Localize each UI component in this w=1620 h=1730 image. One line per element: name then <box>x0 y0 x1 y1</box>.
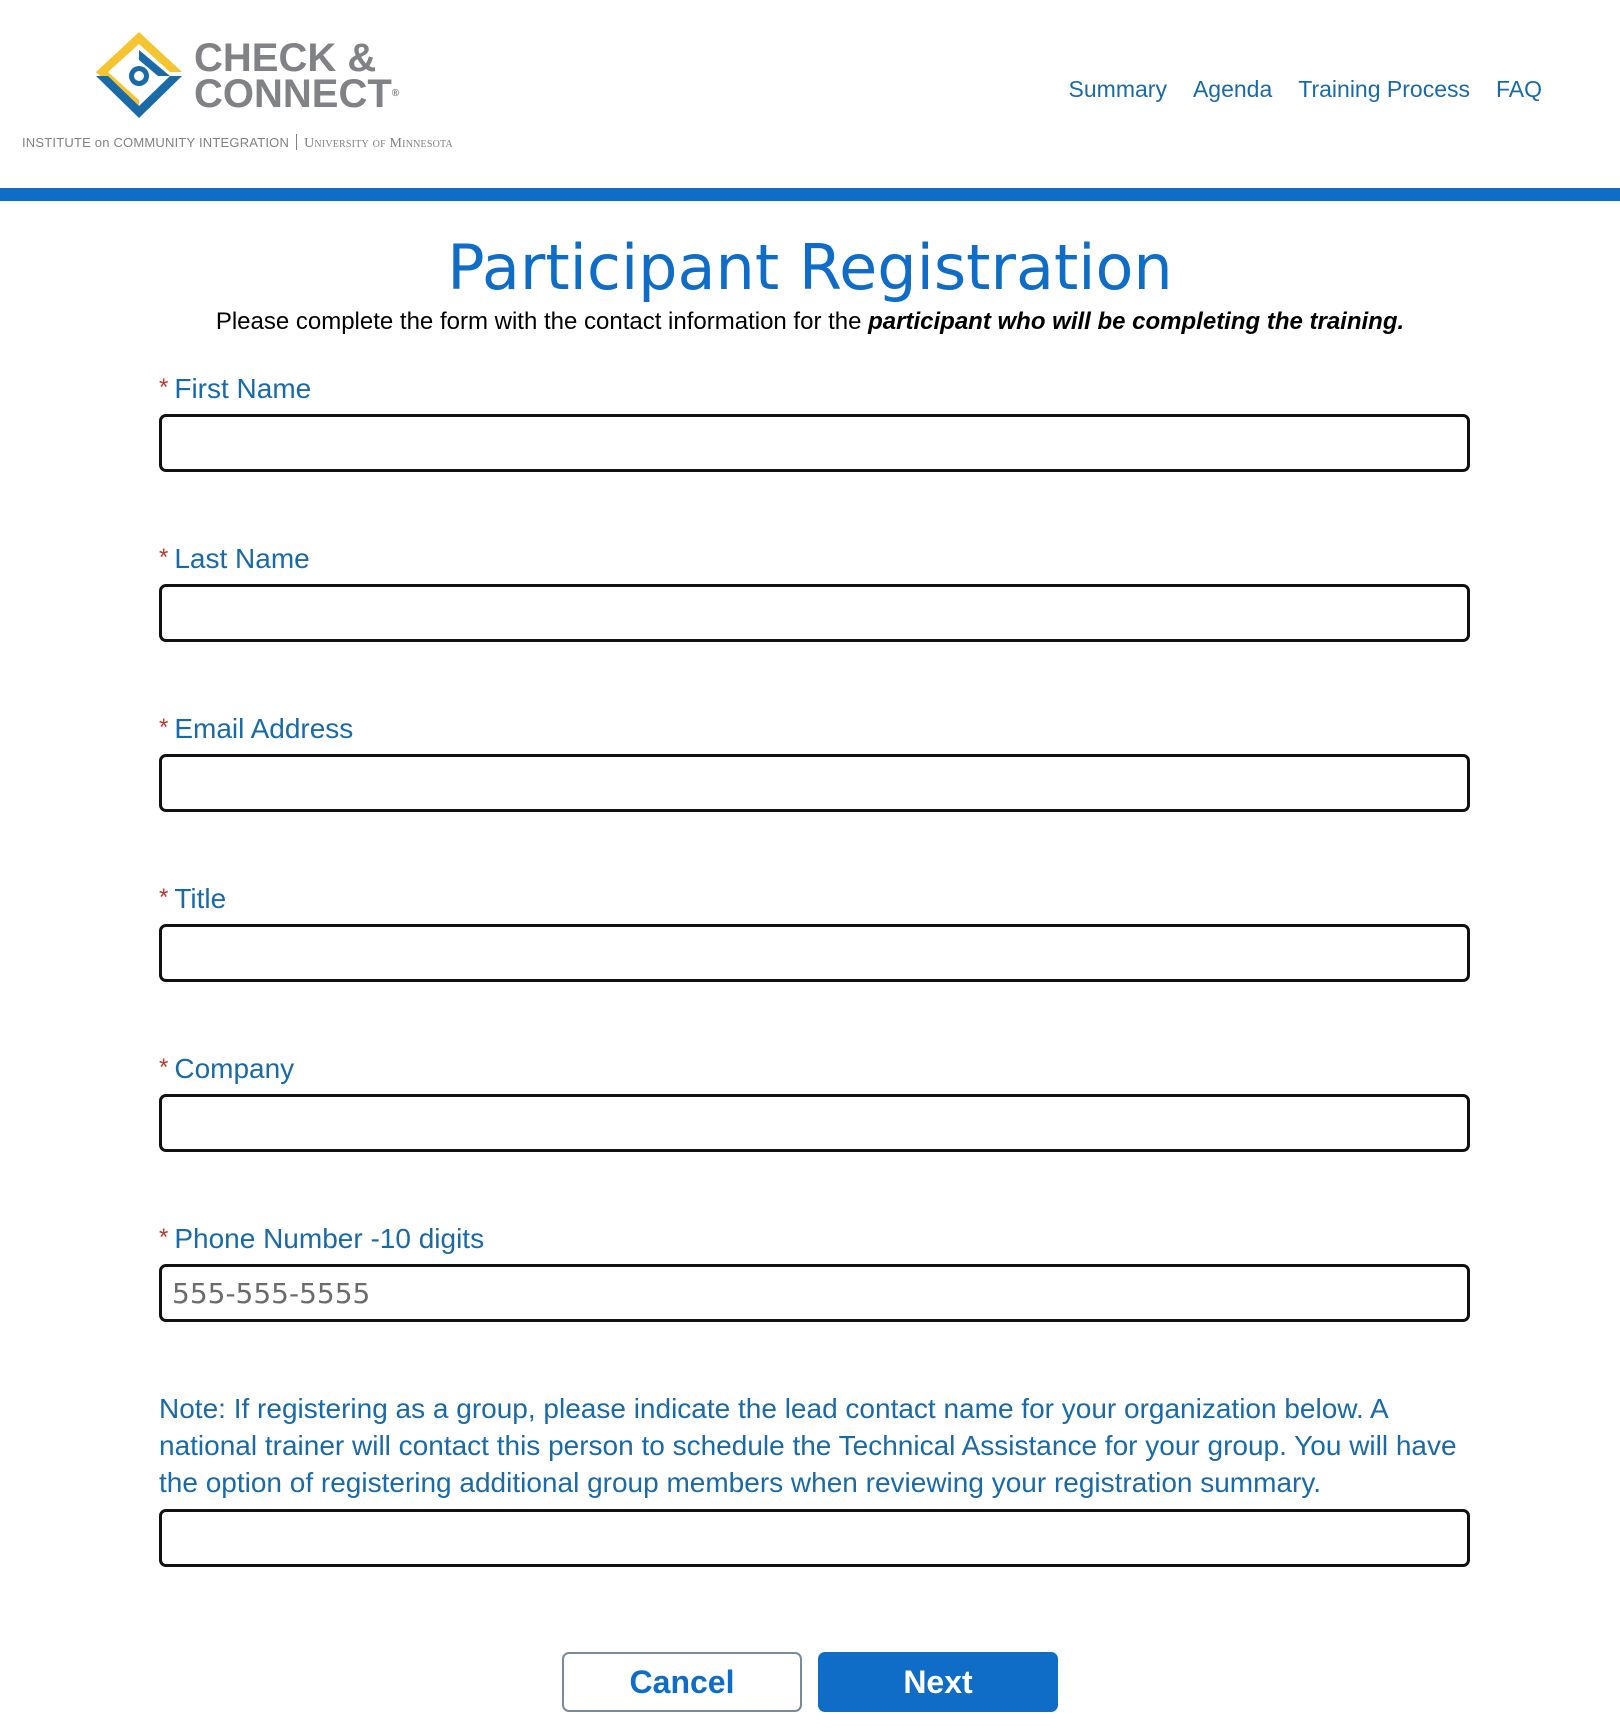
required-marker: * <box>159 374 169 401</box>
first-name-input[interactable] <box>159 414 1470 472</box>
phone-label-text: Phone Number -10 digits <box>174 1223 485 1254</box>
group-lead-group <box>159 1390 1470 1567</box>
first-name-label <box>159 368 1470 408</box>
phone-input[interactable] <box>159 1264 1470 1322</box>
group-registration-note: Note: If registering as a group, please indicate the lead contact name for your organization below. A national trainer will contact this person to schedule the Technical Assistance for your group. You will have the option of registering additional group members when reviewing your registration summary. <box>159 1393 1457 1498</box>
intro-text <box>0 308 1620 336</box>
cancel-button[interactable]: Cancel <box>562 1652 802 1712</box>
main-nav <box>1069 76 1542 103</box>
registered-mark: ® <box>391 88 400 99</box>
header-divider-bar <box>0 188 1620 201</box>
email-label-text: Email Address <box>174 713 354 744</box>
first-name-group <box>159 368 1470 472</box>
required-marker: * <box>159 1054 169 1081</box>
group-lead-contact-input[interactable] <box>159 1509 1470 1567</box>
last-name-label <box>159 538 1470 578</box>
email-input[interactable] <box>159 754 1470 812</box>
required-marker: * <box>159 544 169 571</box>
last-name-input[interactable] <box>159 584 1470 642</box>
company-label-text: Company <box>174 1053 295 1084</box>
next-button[interactable]: Next <box>818 1652 1058 1712</box>
email-label <box>159 708 1470 748</box>
form-actions <box>0 1652 1620 1712</box>
last-name-label-text: Last Name <box>174 543 310 574</box>
logo-wordmark <box>194 36 400 116</box>
required-marker: * <box>159 714 169 741</box>
company-input[interactable] <box>159 1094 1470 1152</box>
nav-agenda[interactable]: Agenda <box>1192 76 1273 102</box>
site-header <box>0 0 1620 188</box>
required-marker: * <box>159 1224 169 1251</box>
logo-wordmark-line1: CHECK & <box>194 36 377 80</box>
intro-plain: Please complete the form with the contact information for the <box>215 308 869 335</box>
affiliation-divider <box>296 134 297 150</box>
last-name-group <box>159 538 1470 642</box>
phone-group <box>159 1218 1470 1322</box>
required-marker: * <box>159 884 169 911</box>
title-label <box>159 878 1470 918</box>
nav-training-process[interactable]: Training Process <box>1298 76 1470 102</box>
title-group <box>159 878 1470 982</box>
logo-affiliation <box>22 134 453 152</box>
title-input[interactable] <box>159 924 1470 982</box>
logo-wordmark-line2: CONNECT <box>194 72 392 116</box>
page-title: Participant Registration <box>447 231 1173 304</box>
check-connect-diamond-icon <box>84 30 194 120</box>
nav-faq[interactable]: FAQ <box>1495 76 1542 102</box>
company-group <box>159 1048 1470 1152</box>
nav-summary[interactable]: Summary <box>1068 76 1167 102</box>
intro-emphasis: participant who will be completing the training. <box>868 308 1405 335</box>
affiliation-umn: University of Minnesota <box>304 136 453 151</box>
company-label <box>159 1048 1470 1088</box>
title-label-text: Title <box>174 883 227 914</box>
first-name-label-text: First Name <box>174 373 312 404</box>
check-and-connect-logo[interactable] <box>22 30 462 160</box>
affiliation-ici: INSTITUTE on COMMUNITY INTEGRATION <box>22 135 290 150</box>
email-group <box>159 708 1470 812</box>
phone-label <box>159 1218 1470 1258</box>
